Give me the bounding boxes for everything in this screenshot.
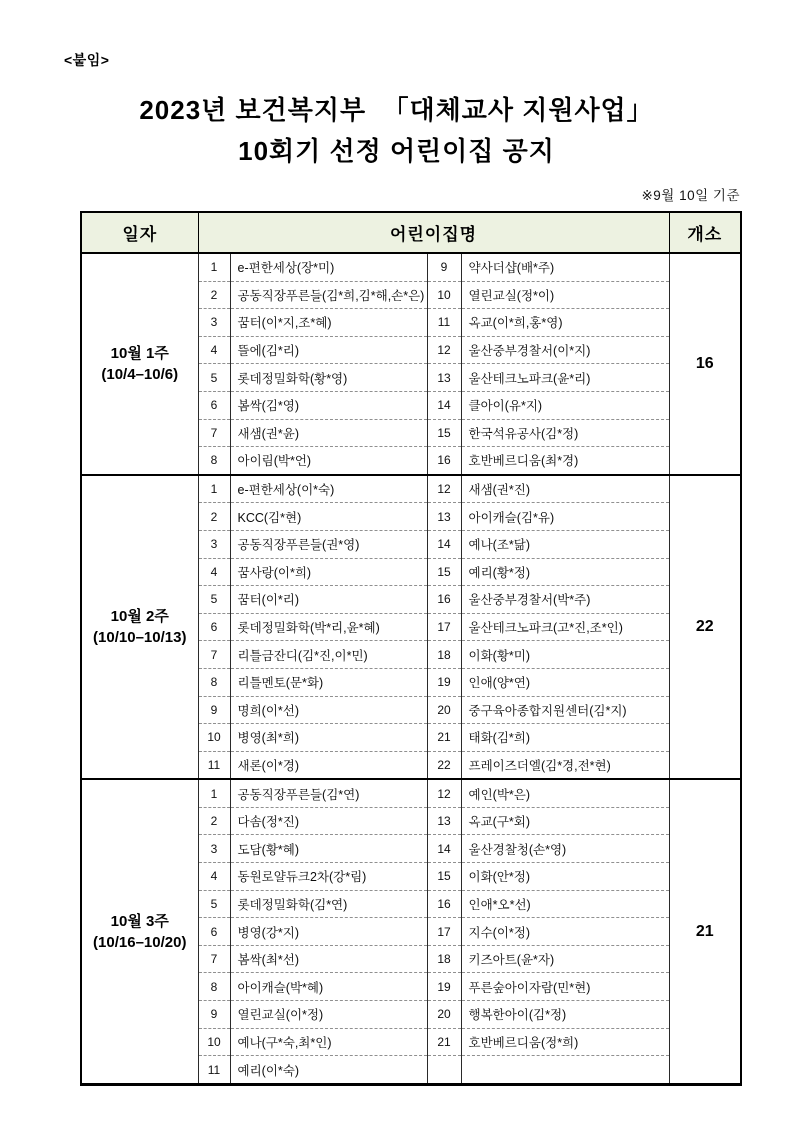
- page-title: [0, 90, 793, 172]
- entry-no: 10: [427, 281, 461, 309]
- entry-no: 9: [198, 1001, 230, 1029]
- entry-name: [461, 1056, 669, 1085]
- entry-name: 지수(이*정): [461, 918, 669, 946]
- entry-name: 병영(최*희): [230, 724, 427, 752]
- entry-no: 7: [198, 945, 230, 973]
- entry-no: 11: [198, 1056, 230, 1085]
- entry-no: 5: [198, 364, 230, 392]
- week-label: 10월 2주: [110, 608, 169, 626]
- entry-no: 5: [198, 890, 230, 918]
- entry-name: 공동직장푸른들(김*연): [230, 779, 427, 807]
- header-date: 일자: [81, 212, 198, 253]
- entry-no: 1: [198, 779, 230, 807]
- entry-name: 푸른숲아이자람(민*현): [461, 973, 669, 1001]
- entry-name: 도담(황*혜): [230, 835, 427, 863]
- entry-name: 봄싹(최*선): [230, 945, 427, 973]
- entry-name: 예리(이*숙): [230, 1056, 427, 1085]
- entry-name: 공동직장푸른들(김*희,김*해,손*은): [230, 281, 427, 309]
- entry-name: 중구육아종합지원센터(김*지): [461, 696, 669, 724]
- entry-name: 동원로얄듀크2차(강*림): [230, 863, 427, 891]
- entry-no: 5: [198, 586, 230, 614]
- entry-no: 20: [427, 1001, 461, 1029]
- entry-no: 12: [427, 336, 461, 364]
- entry-no: 6: [198, 391, 230, 419]
- entry-no: 2: [198, 503, 230, 531]
- entry-name: 울산중부경찰서(박*주): [461, 586, 669, 614]
- entry-no: 7: [198, 641, 230, 669]
- entry-name: e-편한세상(장*미): [230, 253, 427, 281]
- entry-name: 꿈터(이*지,조*혜): [230, 309, 427, 337]
- entry-no: 9: [198, 696, 230, 724]
- entry-no: 11: [198, 751, 230, 779]
- table-row: [81, 475, 741, 503]
- entry-no: 2: [198, 807, 230, 835]
- entry-name: 호반베르디움(최*경): [461, 447, 669, 475]
- header-name: 어린이집명: [198, 212, 669, 253]
- entry-no: 10: [198, 724, 230, 752]
- entry-name: 울산테크노파크(고*진,조*인): [461, 613, 669, 641]
- entry-name: 리틀금잔디(김*진,이*민): [230, 641, 427, 669]
- entry-name: 예리(황*정): [461, 558, 669, 586]
- entry-no: 20: [427, 696, 461, 724]
- entry-name: 호반베르디움(정*희): [461, 1028, 669, 1056]
- entry-no: 21: [427, 724, 461, 752]
- entry-name: 롯데정밀화학(황*영): [230, 364, 427, 392]
- entry-no: 14: [427, 835, 461, 863]
- entry-no: 10: [198, 1028, 230, 1056]
- entry-name: 행복한아이(김*정): [461, 1001, 669, 1029]
- table-row: [81, 253, 741, 281]
- entry-name: 울산중부경찰서(이*지): [461, 336, 669, 364]
- entry-no: 4: [198, 863, 230, 891]
- entry-name: 울산테크노파크(윤*리): [461, 364, 669, 392]
- entry-name: 아이캐슬(김*유): [461, 503, 669, 531]
- entry-name: 봄싹(김*영): [230, 391, 427, 419]
- entry-no: 3: [198, 309, 230, 337]
- entry-no: 15: [427, 419, 461, 447]
- entry-no: 14: [427, 391, 461, 419]
- entry-no: 12: [427, 779, 461, 807]
- entry-name: 리틀멘토(문*화): [230, 668, 427, 696]
- date-range-label: (10/4–10/6): [101, 365, 179, 383]
- table-header-row: [81, 212, 741, 253]
- entry-name: 예나(구*숙,최*인): [230, 1028, 427, 1056]
- entry-no: 2: [198, 281, 230, 309]
- entry-no: 16: [427, 447, 461, 475]
- entry-name: 인애(양*연): [461, 668, 669, 696]
- entry-no: 18: [427, 945, 461, 973]
- attachment-label: <붙임>: [64, 52, 110, 68]
- entry-name: 한국석유공사(김*정): [461, 419, 669, 447]
- header-count: 개소: [669, 212, 741, 253]
- entry-no: 1: [198, 475, 230, 503]
- entry-name: 예나(조*닮): [461, 530, 669, 558]
- entry-name: e-편한세상(이*숙): [230, 475, 427, 503]
- entry-name: 예인(박*은): [461, 779, 669, 807]
- entry-name: 뜰에(김*리): [230, 336, 427, 364]
- entry-no: 21: [427, 1028, 461, 1056]
- count-cell: 22: [669, 475, 741, 780]
- entry-name: 롯데정밀화학(박*리,윤*혜): [230, 613, 427, 641]
- entry-name: 옥교(이*희,홍*영): [461, 309, 669, 337]
- table-body: [81, 253, 741, 1084]
- entry-name: 꿈사랑(이*희): [230, 558, 427, 586]
- entry-name: 공동직장푸른들(권*영): [230, 530, 427, 558]
- entry-name: 꿈터(이*리): [230, 586, 427, 614]
- page-title-line1: 2023년 보건복지부 「대체교사 지원사업」: [139, 95, 654, 125]
- entry-name: 열린교실(이*정): [230, 1001, 427, 1029]
- date-cell: [81, 253, 198, 475]
- entry-no: 13: [427, 503, 461, 531]
- notice-table-wrap: [80, 211, 742, 1086]
- page-title-line2: 10회기 선정 어린이집 공지: [238, 136, 555, 166]
- entry-name: 새론(이*경): [230, 751, 427, 779]
- entry-no: 8: [198, 668, 230, 696]
- week-label: 10월 3주: [110, 912, 169, 930]
- date-range-label: (10/16–10/20): [93, 933, 187, 951]
- entry-name: 아이캐슬(박*혜): [230, 973, 427, 1001]
- entry-name: 다솜(정*진): [230, 807, 427, 835]
- entry-name: 이화(황*미): [461, 641, 669, 669]
- table-row: [81, 779, 741, 807]
- entry-name: 롯데정밀화학(김*연): [230, 890, 427, 918]
- entry-name: 아이림(박*언): [230, 447, 427, 475]
- entry-name: 울산경찰청(손*영): [461, 835, 669, 863]
- date-range-label: (10/10–10/13): [93, 629, 187, 647]
- entry-name: 명희(이*선): [230, 696, 427, 724]
- as-of-note: ※9월 10일 기준: [641, 188, 740, 203]
- entry-name: 인애*오*선): [461, 890, 669, 918]
- entry-no: 4: [198, 336, 230, 364]
- count-cell: 21: [669, 779, 741, 1084]
- entry-no: 19: [427, 973, 461, 1001]
- entry-no: [427, 1056, 461, 1085]
- entry-no: 1: [198, 253, 230, 281]
- count-cell: 16: [669, 253, 741, 475]
- entry-no: 18: [427, 641, 461, 669]
- entry-name: KCC(김*현): [230, 503, 427, 531]
- entry-no: 16: [427, 890, 461, 918]
- entry-name: 새샘(권*윤): [230, 419, 427, 447]
- entry-no: 8: [198, 973, 230, 1001]
- week-label: 10월 1주: [110, 344, 169, 362]
- entry-no: 12: [427, 475, 461, 503]
- entry-no: 8: [198, 447, 230, 475]
- entry-no: 16: [427, 586, 461, 614]
- entry-name: 프레이즈더엘(김*경,전*현): [461, 751, 669, 779]
- entry-no: 15: [427, 558, 461, 586]
- entry-no: 13: [427, 364, 461, 392]
- entry-name: 병영(강*지): [230, 918, 427, 946]
- entry-name: 열린교실(정*이): [461, 281, 669, 309]
- entry-no: 6: [198, 918, 230, 946]
- entry-name: 클아이(유*지): [461, 391, 669, 419]
- entry-no: 17: [427, 918, 461, 946]
- entry-no: 14: [427, 530, 461, 558]
- entry-no: 22: [427, 751, 461, 779]
- entry-no: 11: [427, 309, 461, 337]
- entry-no: 19: [427, 668, 461, 696]
- entry-no: 17: [427, 613, 461, 641]
- entry-no: 4: [198, 558, 230, 586]
- entry-name: 키즈아트(윤*자): [461, 945, 669, 973]
- entry-no: 3: [198, 530, 230, 558]
- date-cell: [81, 475, 198, 780]
- entry-no: 3: [198, 835, 230, 863]
- entry-name: 약사더샵(배*주): [461, 253, 669, 281]
- entry-name: 새샘(권*진): [461, 475, 669, 503]
- entry-no: 6: [198, 613, 230, 641]
- entry-no: 7: [198, 419, 230, 447]
- notice-table: [80, 211, 742, 1086]
- date-cell: [81, 779, 198, 1084]
- entry-no: 15: [427, 863, 461, 891]
- entry-name: 옥교(구*회): [461, 807, 669, 835]
- entry-name: 이화(안*정): [461, 863, 669, 891]
- entry-name: 태화(김*희): [461, 724, 669, 752]
- entry-no: 9: [427, 253, 461, 281]
- entry-no: 13: [427, 807, 461, 835]
